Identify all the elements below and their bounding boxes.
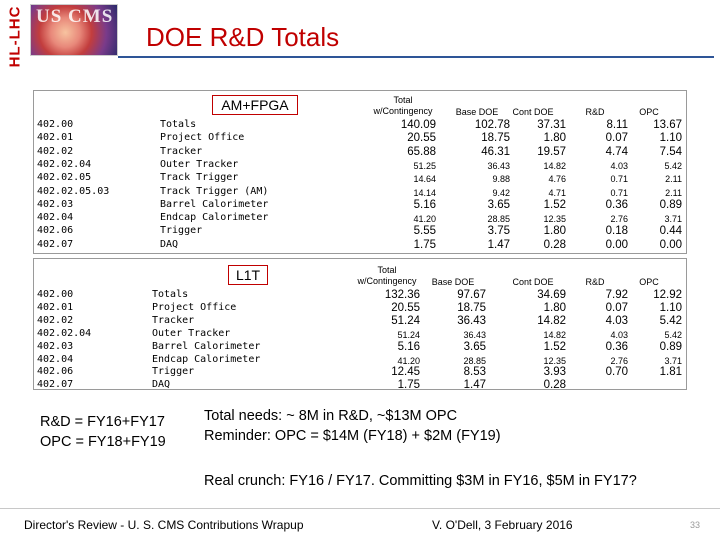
value-cell: 9.88 — [492, 174, 510, 185]
wbs-code: 402.01 — [37, 132, 74, 144]
value-cell: 4.76 — [548, 174, 566, 185]
value-cell: 28.85 — [487, 214, 510, 225]
wbs-code: 402.03 — [37, 340, 74, 352]
wbs-code: 402.02 — [37, 145, 74, 157]
note-real-crunch: Real crunch: FY16 / FY17. Committing $3M in FY16, $5M in FY17? — [204, 473, 637, 489]
value-cell: 1.80 — [543, 132, 566, 145]
value-cell: 18.75 — [457, 301, 486, 314]
wbs-code: 402.07 — [37, 379, 74, 391]
column-header: Total w/Contingency — [357, 265, 417, 286]
column-header: R&D — [585, 107, 605, 117]
wbs-code: 402.01 — [37, 301, 74, 313]
value-cell: 20.55 — [407, 132, 436, 145]
value-cell: 28.85 — [463, 355, 486, 366]
wbs-name: Tracker — [160, 145, 203, 157]
wbs-name: Track Trigger (AM) — [160, 185, 269, 197]
wbs-code: 402.04 — [37, 212, 74, 224]
wbs-name: Trigger — [152, 366, 195, 378]
value-cell: 3.71 — [664, 214, 682, 225]
wbs-code: 402.06 — [37, 225, 74, 237]
value-cell: 5.16 — [413, 198, 436, 211]
value-cell: 3.65 — [463, 340, 486, 353]
value-cell: 97.67 — [457, 289, 486, 301]
value-cell: 0.44 — [659, 225, 682, 238]
table-row — [34, 159, 686, 171]
footer-author-date: V. O'Dell, 3 February 2016 — [432, 518, 573, 532]
table-row — [34, 132, 686, 144]
wbs-code: 402.02.05.03 — [37, 185, 110, 197]
value-cell: 51.25 — [413, 160, 436, 171]
value-cell: 19.57 — [537, 145, 566, 158]
wbs-name: Totals — [152, 289, 189, 300]
value-cell: 46.31 — [481, 145, 510, 158]
table-row — [34, 379, 686, 391]
value-cell: 0.71 — [610, 174, 628, 185]
wbs-name: Track Trigger — [160, 172, 239, 184]
note-reminder: Reminder: OPC = $14M (FY18) + $2M (FY19) — [204, 428, 501, 444]
page-title: DOE R&D Totals — [146, 22, 340, 52]
note-total-needs: Total needs: ~ 8M in R&D, ~$13M OPC — [204, 408, 458, 424]
wbs-code: 402.02.05 — [37, 172, 92, 184]
value-cell: 18.75 — [481, 132, 510, 145]
value-cell: 12.35 — [543, 355, 566, 366]
table-row — [34, 354, 686, 366]
value-cell: 51.24 — [391, 314, 420, 327]
value-cell: 2.11 — [665, 187, 682, 198]
value-cell: 7.92 — [605, 289, 628, 301]
side-label-hl-lhc: HL-LHC — [6, 5, 24, 68]
value-cell: 51.24 — [397, 329, 420, 340]
value-cell: 4.03 — [610, 329, 628, 340]
wbs-code: 402.06 — [37, 366, 74, 378]
wbs-name: Barrel Calorimeter — [152, 340, 261, 352]
table-row — [34, 212, 686, 224]
wbs-code: 402.03 — [37, 198, 74, 210]
value-cell: 12.92 — [653, 289, 682, 301]
table-row — [34, 239, 686, 251]
value-cell: 14.82 — [537, 314, 566, 327]
value-cell: 4.71 — [548, 187, 566, 198]
value-cell: 7.54 — [659, 145, 682, 158]
value-cell: 1.47 — [487, 238, 510, 251]
value-cell: 1.80 — [543, 301, 566, 314]
wbs-name: Barrel Calorimeter — [160, 198, 269, 210]
column-header: R&D — [585, 277, 605, 287]
value-cell: 37.31 — [537, 119, 566, 131]
value-cell: 0.00 — [659, 238, 682, 251]
value-cell: 3.65 — [487, 198, 510, 211]
wbs-name: DAQ — [160, 238, 179, 250]
value-cell: 0.28 — [543, 379, 566, 392]
value-cell: 132.36 — [384, 289, 420, 301]
value-cell: 0.28 — [543, 238, 566, 251]
wbs-name: Trigger — [160, 225, 203, 237]
value-cell: 0.07 — [605, 132, 628, 145]
value-cell: 8.11 — [606, 119, 628, 131]
value-cell: 13.67 — [653, 119, 682, 131]
table-row — [34, 328, 686, 340]
column-header: OPC — [639, 277, 659, 287]
value-cell: 0.18 — [605, 225, 628, 238]
note-rnd-definition: R&D = FY16+FY17 — [40, 414, 165, 430]
header-divider — [118, 56, 714, 58]
wbs-name: Endcap Calorimeter — [160, 212, 269, 224]
logo-text: US CMS — [36, 6, 114, 27]
value-cell: 5.16 — [397, 340, 420, 353]
table-row — [34, 341, 686, 353]
column-header: Cont DOE — [512, 107, 554, 117]
column-header: Base DOE — [455, 107, 499, 117]
table-row — [34, 302, 686, 314]
value-cell: 0.89 — [659, 340, 682, 353]
wbs-code: 402.02.04 — [37, 158, 92, 170]
value-cell: 8.53 — [463, 366, 486, 379]
value-cell: 65.88 — [407, 145, 436, 158]
wbs-name: Project Office — [160, 132, 245, 144]
wbs-name: Outer Tracker — [152, 327, 231, 339]
column-header: OPC — [639, 107, 659, 117]
value-cell: 0.36 — [605, 198, 628, 211]
table-row — [34, 366, 686, 378]
value-cell: 1.75 — [397, 379, 420, 392]
column-header: Cont DOE — [512, 277, 554, 287]
value-cell: 14.64 — [413, 174, 436, 185]
value-cell: 140.09 — [400, 119, 436, 131]
value-cell: 102.78 — [474, 119, 510, 131]
value-cell: 1.47 — [463, 379, 486, 392]
wbs-code: 402.00 — [37, 119, 74, 130]
value-cell: 0.07 — [605, 301, 628, 314]
value-cell: 0.36 — [605, 340, 628, 353]
value-cell: 1.52 — [543, 340, 566, 353]
value-cell: 4.74 — [605, 145, 628, 158]
value-cell: 36.43 — [463, 329, 486, 340]
value-cell: 41.20 — [397, 355, 420, 366]
value-cell: 4.03 — [610, 160, 628, 171]
table-row — [34, 289, 686, 301]
value-cell: 14.82 — [543, 160, 566, 171]
value-cell: 2.11 — [665, 174, 682, 185]
value-cell: 0.70 — [605, 366, 628, 379]
wbs-code: 402.02.04 — [37, 327, 92, 339]
wbs-name: Outer Tracker — [160, 158, 239, 170]
value-cell: 3.75 — [487, 225, 510, 238]
value-cell: 20.55 — [391, 301, 420, 314]
column-header: Base DOE — [431, 277, 475, 287]
value-cell: 5.42 — [659, 314, 682, 327]
table-row — [34, 146, 686, 158]
wbs-code: 402.07 — [37, 238, 74, 250]
wbs-code: 402.00 — [37, 289, 74, 300]
table-row — [34, 225, 686, 237]
slide-number: 33 — [690, 520, 701, 530]
value-cell: 1.10 — [659, 301, 682, 314]
value-cell: 34.69 — [537, 289, 566, 301]
value-cell: 5.42 — [664, 160, 682, 171]
table-row — [34, 119, 686, 131]
wbs-name: DAQ — [152, 379, 171, 391]
table-row — [34, 199, 686, 211]
value-cell: 1.10 — [659, 132, 682, 145]
wbs-name: Project Office — [152, 301, 237, 313]
value-cell: 1.80 — [543, 225, 566, 238]
value-cell: 12.35 — [543, 214, 566, 225]
value-cell: 5.42 — [664, 329, 682, 340]
value-cell: 36.43 — [487, 160, 510, 171]
value-cell: 3.71 — [664, 355, 682, 366]
value-cell: 0.89 — [659, 198, 682, 211]
note-opc-definition: OPC = FY18+FY19 — [40, 434, 166, 450]
value-cell: 9.42 — [492, 187, 510, 198]
section-label: AM+FPGA — [212, 95, 298, 115]
wbs-code: 402.02 — [37, 314, 74, 326]
value-cell: 0.00 — [605, 238, 628, 251]
value-cell: 5.55 — [413, 225, 436, 238]
footer-divider — [0, 508, 720, 509]
table-row — [34, 315, 686, 327]
wbs-name: Tracker — [152, 314, 195, 326]
value-cell: 0.71 — [610, 187, 628, 198]
value-cell: 2.76 — [610, 214, 628, 225]
column-header: Total w/Contingency — [373, 95, 433, 116]
footer-event: Director's Review - U. S. CMS Contributions Wrapup — [24, 518, 304, 532]
table-row — [34, 172, 686, 184]
value-cell: 14.82 — [543, 329, 566, 340]
value-cell: 12.45 — [391, 366, 420, 379]
value-cell: 1.52 — [543, 198, 566, 211]
wbs-name: Endcap Calorimeter — [152, 353, 261, 365]
value-cell: 1.75 — [413, 238, 436, 251]
table-am-fpga — [33, 90, 687, 254]
table-row — [34, 186, 686, 198]
value-cell: 3.93 — [543, 366, 566, 379]
value-cell: 1.81 — [659, 366, 682, 379]
value-cell: 36.43 — [457, 314, 486, 327]
value-cell: 41.20 — [413, 214, 436, 225]
section-label: L1T — [228, 265, 268, 285]
value-cell: 14.14 — [413, 187, 436, 198]
wbs-code: 402.04 — [37, 353, 74, 365]
wbs-name: Totals — [160, 119, 197, 130]
value-cell: 2.76 — [610, 355, 628, 366]
value-cell: 4.03 — [605, 314, 628, 327]
table-l1t — [33, 258, 687, 390]
